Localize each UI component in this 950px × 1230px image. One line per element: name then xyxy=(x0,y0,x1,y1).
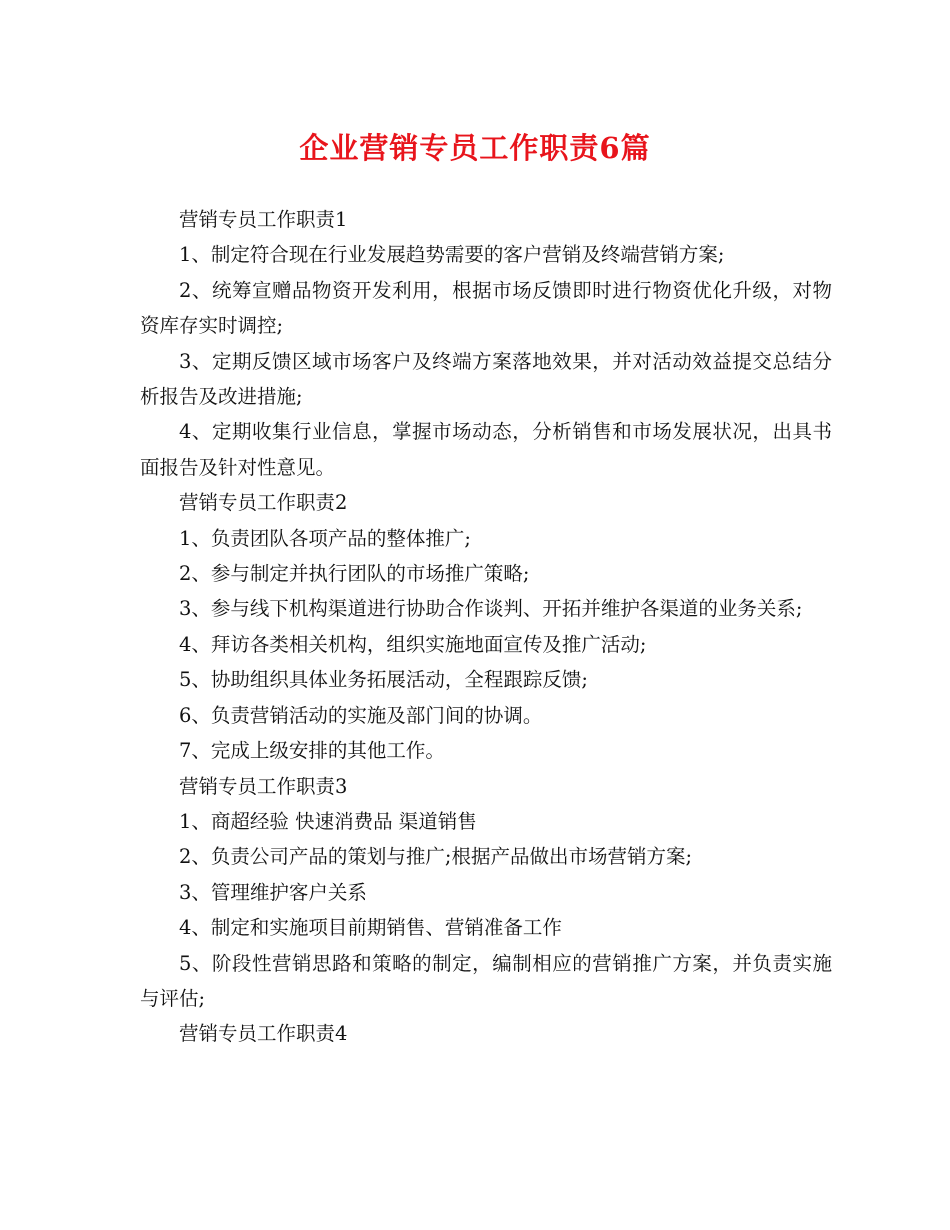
paragraph: 2、参与制定并执行团队的市场推广策略; xyxy=(179,562,530,586)
paragraph: 3、参与线下机构渠道进行协助合作谈判、开拓并维护各渠道的业务关系; xyxy=(179,597,803,621)
document-title: 企业营销专员工作职责6篇 xyxy=(299,131,651,165)
paragraph: 4、定期收集行业信息，掌握市场动态，分析销售和市场发展状况，出具书面报告及针对性意见。 xyxy=(140,420,832,479)
paragraph: 3、管理维护客户关系 xyxy=(179,880,367,904)
document-body xyxy=(140,202,832,1052)
paragraph: 营销专员工作职责3 xyxy=(179,774,348,798)
paragraph: 5、阶段性营销思路和策略的制定，编制相应的营销推广方案，并负责实施与评估; xyxy=(140,951,832,1010)
paragraph: 1、商超经验 快速消费品 渠道销售 xyxy=(179,809,477,833)
paragraph: 3、定期反馈区域市场客户及终端方案落地效果，并对活动效益提交总结分析报告及改进措施; xyxy=(140,349,832,409)
paragraph: 5、协助组织具体业务拓展活动，全程跟踪反馈; xyxy=(179,668,588,692)
paragraph: 2、统筹宣赠品物资开发利用，根据市场反馈即时进行物资优化升级，对物资库存实时调控; xyxy=(140,278,832,338)
paragraph: 4、拜访各类相关机构，组织实施地面宣传及推广活动; xyxy=(179,632,647,656)
paragraph: 1、负责团队各项产品的整体推广; xyxy=(179,526,471,550)
paragraph: 营销专员工作职责4 xyxy=(179,1022,348,1046)
paragraph: 6、负责营销活动的实施及部门间的协调。 xyxy=(179,703,543,727)
paragraph: 1、制定符合现在行业发展趋势需要的客户营销及终端营销方案; xyxy=(179,243,725,267)
paragraph: 营销专员工作职责2 xyxy=(179,491,348,515)
paragraph: 7、完成上级安排的其他工作。 xyxy=(179,739,445,763)
paragraph: 4、制定和实施项目前期销售、营销准备工作 xyxy=(179,916,562,940)
paragraph: 营销专员工作职责1 xyxy=(179,208,348,231)
paragraph: 2、负责公司产品的策划与推广;根据产品做出市场营销方案; xyxy=(179,845,693,869)
